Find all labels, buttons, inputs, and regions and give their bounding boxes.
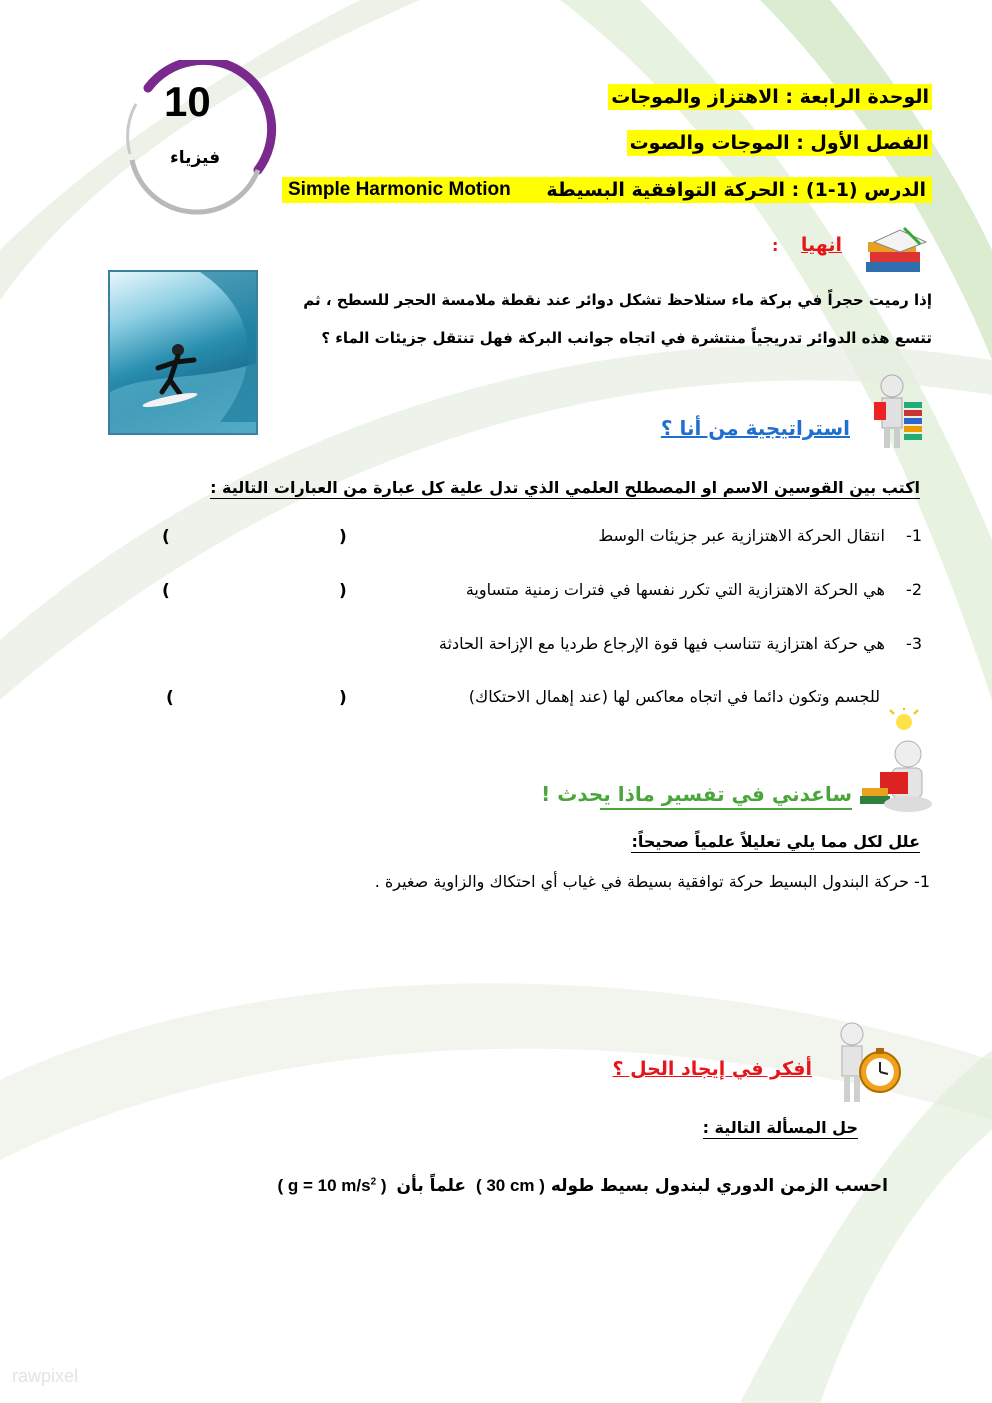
item-3-answer-open: ( [166, 688, 174, 708]
engage-line-1: إذا رميت حجراً في بركة ماء ستلاحظ تشكل دوائر عند نقطة ملامسة الحجر للسطح ، ثم [303, 291, 932, 309]
books-icon [860, 226, 932, 284]
explain-heading-underline [600, 808, 852, 810]
grade-badge [108, 60, 278, 215]
person-clock-icon [828, 1018, 906, 1108]
item-1-number: 1- [906, 526, 922, 545]
think-problem [238, 1176, 888, 1196]
item-2-answer-blank[interactable] [176, 581, 336, 603]
item-1-answer-close: ) [339, 527, 347, 547]
length-value: ( 30 cm ) [475, 1176, 545, 1195]
g-value: ( g = 10 $m/s^2$ ) [277, 1176, 387, 1195]
strategy-item-1 [598, 526, 922, 545]
item-2-answer-open: ( [162, 581, 170, 601]
given-text: علماً بأن [396, 1176, 467, 1196]
engage-heading: انهيا [800, 234, 842, 256]
surfer-figure-icon [110, 272, 258, 435]
explain-heading: ساعدني في تفسير ماذا يحدث ! [541, 782, 852, 806]
strategy-item-3-continued: للجسم وتكون دائما في اتجاه معاكس لها (عند إهمال الاحتكاك) [468, 687, 880, 706]
reading-person-icon [858, 708, 938, 818]
problem-text: احسب الزمن الدوري لبندول بسيط طوله [550, 1176, 888, 1196]
item-2-number: 2- [906, 580, 922, 599]
unit-title: الوحدة الرابعة : الاهتزاز والموجات [608, 84, 932, 110]
item-2-text: هي الحركة الاهتزازية التي تكرر نفسها في فترات زمنية متساوية [465, 580, 885, 599]
item-3-answer-blank[interactable] [180, 688, 336, 710]
strategy-instruction: اكتب بين القوسين الاسم او المصطلح العلمي الذي تدل علية كل عبارة من العبارات التالية : [210, 478, 920, 497]
think-heading: أفكر في إيجاد الحل ؟ [612, 1058, 812, 1080]
item-1-answer-open: ( [162, 527, 170, 547]
item-2-answer-close: ) [339, 581, 347, 601]
surfer-photo [108, 270, 258, 435]
badge-number: 10 [164, 78, 211, 125]
item-3-number: 3- [906, 634, 922, 653]
chapter-title: الفصل الأول : الموجات والصوت [627, 130, 932, 156]
item-1-text: انتقال الحركة الاهتزازية عبر جزيئات الوسط [598, 526, 885, 545]
engage-line-2: تتسع هذه الدوائر تدريجياً منتشرة في اتجاه جوانب البركة فهل تنتقل جزيئات الماء ؟ [321, 329, 932, 347]
watermark: rawpixel [12, 1366, 79, 1386]
strategy-item-3 [439, 634, 922, 653]
strategy-heading: استراتيجية من أنا ؟ [660, 416, 850, 440]
strategy-item-2 [466, 580, 922, 599]
lesson-title-english: Simple Harmonic Motion [288, 179, 511, 200]
person-books-icon [866, 372, 928, 452]
engage-heading-colon: : [772, 236, 779, 255]
explain-item-1: 1- حركة البندول البسيط حركة توافقية بسيطة في غياب أي احتكاك والزاوية صغيرة . [374, 872, 930, 891]
item-3-text: هي حركة اهتزازية تتناسب فيها قوة الإرجاع طرديا مع الإزاحة الحادثة [438, 634, 885, 653]
badge-subject: فيزياء [170, 148, 221, 168]
lesson-title [282, 177, 932, 203]
item-1-answer-blank[interactable] [176, 527, 336, 549]
think-instruction: حل المسألة التالية : [702, 1118, 858, 1137]
lesson-title-arabic: الدرس (1-1) : الحركة التوافقية البسيطة [546, 179, 926, 201]
item-3-answer-close: ) [339, 688, 347, 708]
explain-instruction: علل لكل مما يلي تعليلاً علمياً صحيحاً: [631, 832, 920, 851]
